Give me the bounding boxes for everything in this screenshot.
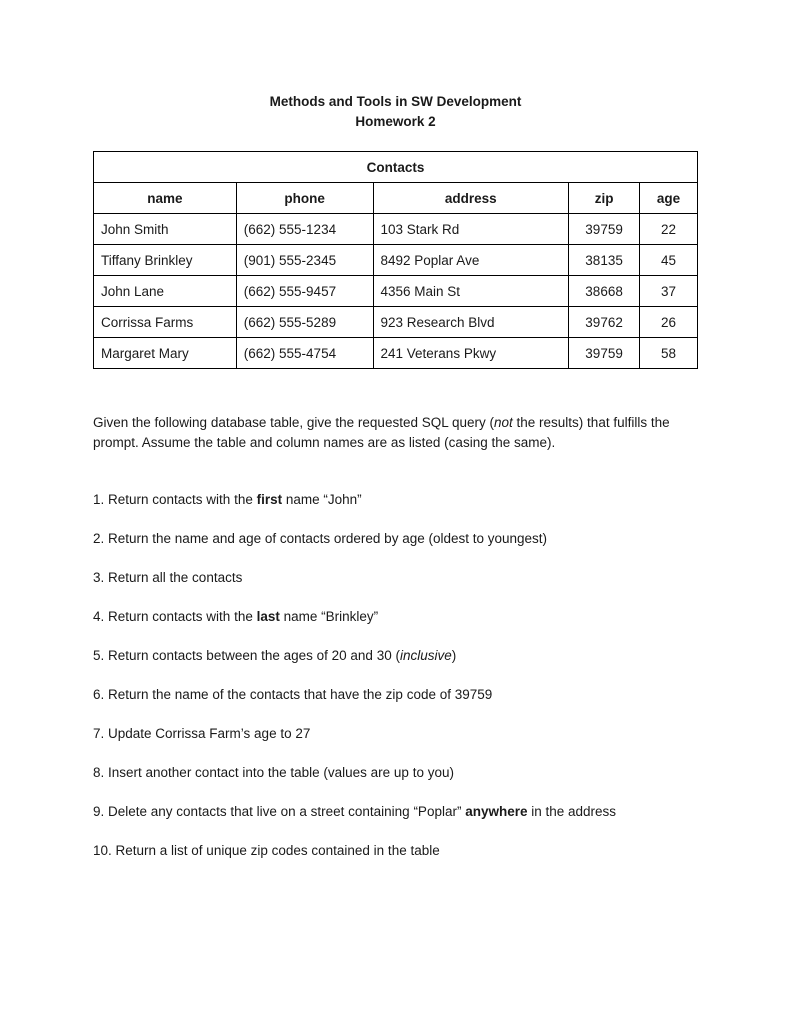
column-header-name: name <box>94 183 237 214</box>
question-text: ) <box>451 648 457 663</box>
column-header-address: address <box>373 183 569 214</box>
table-row <box>94 338 698 369</box>
cell-name: Corrissa Farms <box>94 307 237 338</box>
question-text: 3. Return all the contacts <box>93 570 243 585</box>
instructions-paragraph <box>93 413 703 453</box>
cell-zip: 39759 <box>569 214 640 245</box>
question-item <box>93 607 713 646</box>
question-text: 7. Update Corrissa Farm’s age to 27 <box>93 726 311 741</box>
question-text: 1. Return contacts with the <box>93 492 257 507</box>
cell-age: 58 <box>640 338 698 369</box>
table-row <box>94 307 698 338</box>
question-emphasis: anywhere <box>465 804 528 819</box>
question-emphasis: inclusive <box>399 648 452 663</box>
cell-phone: (662) 555-9457 <box>236 276 373 307</box>
question-item <box>93 529 713 568</box>
question-item <box>93 646 713 685</box>
cell-address: 103 Stark Rd <box>373 214 569 245</box>
question-text: 4. Return contacts with the <box>93 609 257 624</box>
cell-address: 8492 Poplar Ave <box>373 245 569 276</box>
question-item <box>93 490 713 529</box>
cell-name: John Smith <box>94 214 237 245</box>
document-subtitle: Homework 2 <box>355 114 436 129</box>
cell-address: 4356 Main St <box>373 276 569 307</box>
contacts-table <box>93 151 698 369</box>
column-header-age: age <box>640 183 698 214</box>
question-item <box>93 568 713 607</box>
cell-age: 26 <box>640 307 698 338</box>
cell-zip: 38135 <box>569 245 640 276</box>
instructions-emphasis: not <box>494 415 513 430</box>
table-caption: Contacts <box>94 152 698 183</box>
cell-name: John Lane <box>94 276 237 307</box>
table-header-row <box>94 183 698 214</box>
table-row <box>94 245 698 276</box>
question-item <box>93 802 713 841</box>
cell-phone: (901) 555-2345 <box>236 245 373 276</box>
cell-zip: 39762 <box>569 307 640 338</box>
question-list <box>93 490 713 880</box>
question-item <box>93 841 713 880</box>
question-text: name “John” <box>282 492 362 507</box>
cell-phone: (662) 555-1234 <box>236 214 373 245</box>
cell-zip: 38668 <box>569 276 640 307</box>
question-text: in the address <box>527 804 617 819</box>
question-text: name “Brinkley” <box>279 609 379 624</box>
table-row <box>94 276 698 307</box>
cell-address: 923 Research Blvd <box>373 307 569 338</box>
cell-age: 37 <box>640 276 698 307</box>
question-emphasis: last <box>256 609 280 624</box>
cell-age: 45 <box>640 245 698 276</box>
cell-phone: (662) 555-5289 <box>236 307 373 338</box>
question-item <box>93 763 713 802</box>
question-text: 2. Return the name and age of contacts ordered by age (oldest to youngest) <box>93 531 548 546</box>
table-caption-row <box>94 152 698 183</box>
question-text: 10. Return a list of unique zip codes contained in the table <box>93 843 440 858</box>
cell-zip: 39759 <box>569 338 640 369</box>
question-text: 8. Insert another contact into the table (values are up to you) <box>93 765 454 780</box>
cell-phone: (662) 555-4754 <box>236 338 373 369</box>
column-header-phone: phone <box>236 183 373 214</box>
question-emphasis: first <box>256 492 283 507</box>
question-item <box>93 685 713 724</box>
cell-address: 241 Veterans Pkwy <box>373 338 569 369</box>
question-item <box>93 724 713 763</box>
question-text: 9. Delete any contacts that live on a street containing “Poplar” <box>93 804 466 819</box>
question-text: 6. Return the name of the contacts that have the zip code of 39759 <box>93 687 493 702</box>
column-header-zip: zip <box>569 183 640 214</box>
document-title: Methods and Tools in SW Development <box>269 94 522 109</box>
cell-age: 22 <box>640 214 698 245</box>
cell-name: Margaret Mary <box>94 338 237 369</box>
cell-name: Tiffany Brinkley <box>94 245 237 276</box>
table-row <box>94 214 698 245</box>
instructions-text: the results) that fulfills the prompt. Assume the table and column names are as listed (casing the same). <box>93 415 670 450</box>
question-text: 5. Return contacts between the ages of 20 and 30 ( <box>93 648 400 663</box>
instructions-text: Given the following database table, give the requested SQL query ( <box>93 415 494 430</box>
